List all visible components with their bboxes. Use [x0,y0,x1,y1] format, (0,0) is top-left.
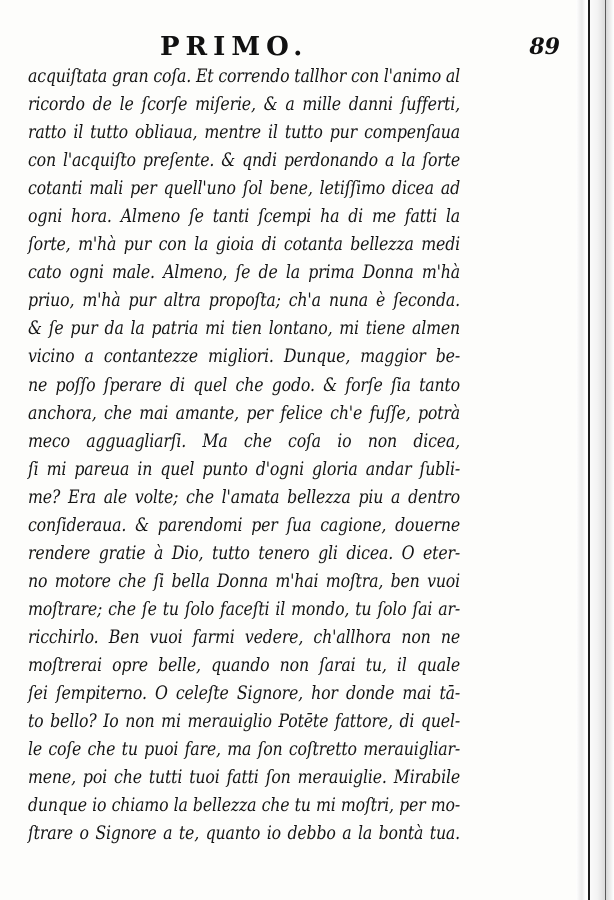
text-line: ricordo de le ſcorſe miſerie, & a mille danni ſufferti, [28,93,460,116]
page-edge-line-outer [605,0,606,900]
text-line: ricchirlo. Ben vuoi farmi vedere, ch'allhora non ne [28,625,460,648]
text-line: dunque io chiamo la bellezza che tu mi moſtri, per mo- [28,794,460,817]
page-binding-edge [576,0,614,900]
page-edge-line [588,0,590,900]
text-line: moſtrare; che ſe tu ſolo faceſti il mondo, tu ſolo ſai ar- [28,597,460,620]
text-line: ſorte, m'hà pur con la gioia di cotanta bellezza medi [28,233,460,256]
page-header [50,30,570,64]
text-line: cato ogni male. Almeno, ſe de la prima Donna m'hà [28,261,460,284]
text-line: mene, poi che tutti tuoi fatti ſon merauiglie. Mirabile [28,766,460,789]
text-line: ſi mi pareua in quel punto d'ogni gloria andar ſubli- [28,457,460,480]
text-line: vicino a contantezze migliori. Dunque, maggior be- [28,345,460,368]
text-line: no motore che ſi bella Donna m'hai moſtra, ben vuoi [28,569,460,592]
text-line: to bello? Io non mi merauiglio Potēte fattore, di quel- [28,710,460,733]
text-line: con l'acquiſto preſente. & qndi perdonando a la ſorte [28,149,460,172]
text-line: anchora, che mai amante, per felice ch'e fuſſe, potrà [28,401,460,424]
text-line: le coſe che tu puoi fare, ma ſon coſtretto merauigliar- [28,738,460,761]
text-line: meco agguagliarſi. Ma che coſa io non dicea, [28,429,460,452]
text-line: conſideraua. & parendomi per ſua cagione, douerne [28,513,460,536]
text-line: ogni hora. Almeno ſe tanti ſcempi ha di me fatti la [28,205,460,228]
text-line: & ſe pur da la patria mi tien lontano, mi tiene almen [28,317,460,340]
text-line: ratto il tutto obliaua, mentre il tutto pur compenſaua [28,121,460,144]
text-line: rendere gratie à Dio, tutto tenero gli dicea. O eter- [28,541,460,564]
page-number: 89 [529,34,560,60]
text-line: ſei ſempiterno. O celeſte Signore, hor donde mai tā- [28,682,460,705]
body-text [28,62,460,847]
text-line: acquiſtata gran coſa. Et correndo tallhor con l'animo al [28,65,460,87]
text-line: ſtrare o Signore a te, quanto io debbo a la bontà tua. [28,822,460,845]
text-line: moſtrerai opre belle, quando non ſarai tu, il quale [28,653,460,676]
text-line: cotanti mali per quell'uno ſol bene, letiſſimo dicea ad [28,177,460,200]
running-head: PRIMO. [160,32,309,62]
text-line: me? Era ale volte; che l'amata bellezza piu a dentro [28,485,460,508]
text-line: priuo, m'hà pur altra propoſta; ch'a nuna è ſeconda. [28,289,460,312]
text-line: ne poſſo ſperare di quel che godo. & forſe ſia tanto [28,373,460,396]
